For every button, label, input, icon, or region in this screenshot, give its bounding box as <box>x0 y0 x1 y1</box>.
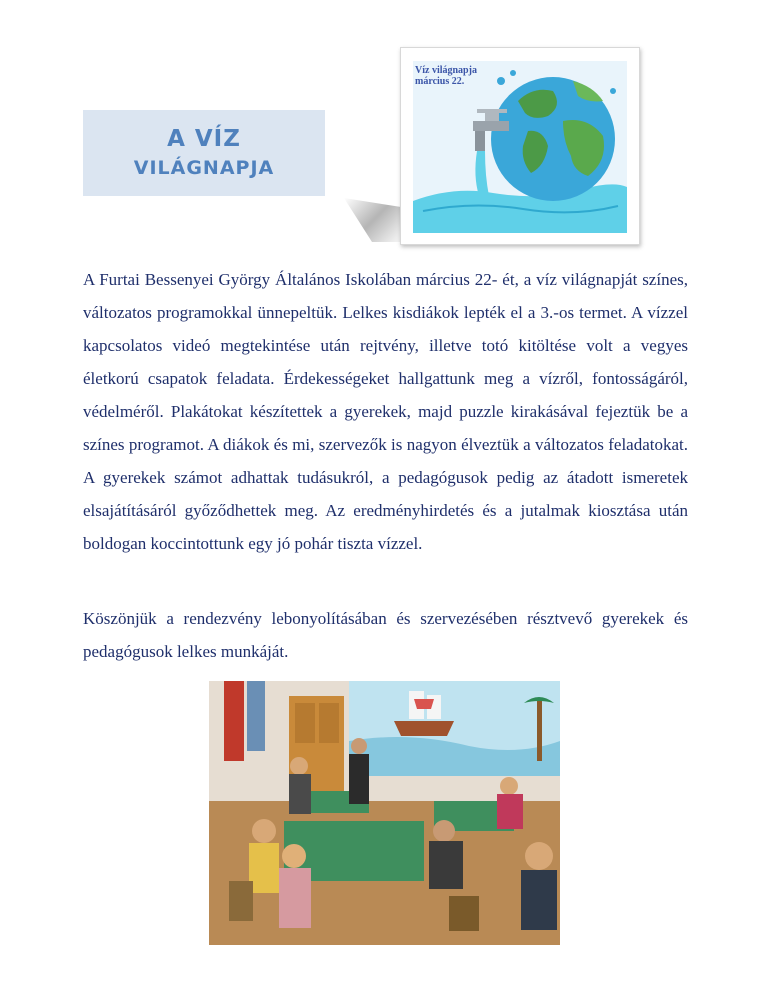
classroom-illustration <box>209 681 560 945</box>
classroom-photo <box>209 681 560 945</box>
page-title-line2: VILÁGNAPJA <box>133 157 275 179</box>
title-box <box>83 110 325 196</box>
article-paragraph-1: A Furtai Bessenyei György Általános Iskolában március 22- ét, a víz világnapját színes, változatos programokkal ünnepeltük. Lelkes kisdiákok lepték el a 3.-os termet. A vízzel kapcsolatos videó megtekintése után rejtvény, illetve totó kitöltése volt a vegyes életkorú csapatok feladata. Érdekességeket hallgattunk meg a vízről, fontosságáról, védelméről. Plakátokat készítettek a gyerekek, majd puzzle kirakásával fejeztük be a színes programot. A diákok és mi, szervezők is nagyon élveztük a változatos feladatokat. A gyerekek számot adhattak tudásukról, a pedagógusok pedig az átadott ismeretek elsajátításáról győződhettek meg. Az eredményhirdetés és a jutalmak kiosztása után boldogan koccintottunk egy jó pohár tiszta vízzel. <box>83 270 688 553</box>
article-paragraph-2: Köszönjük a rendezvény lebonyolításában és szervezésében résztvevő gyerekek és pedagógusok lelkes munkáját. <box>83 609 688 661</box>
water-day-poster <box>400 47 640 245</box>
page-title-line1: A VÍZ <box>167 126 241 152</box>
poster-caption: Víz világnapja március 22. <box>415 65 477 87</box>
